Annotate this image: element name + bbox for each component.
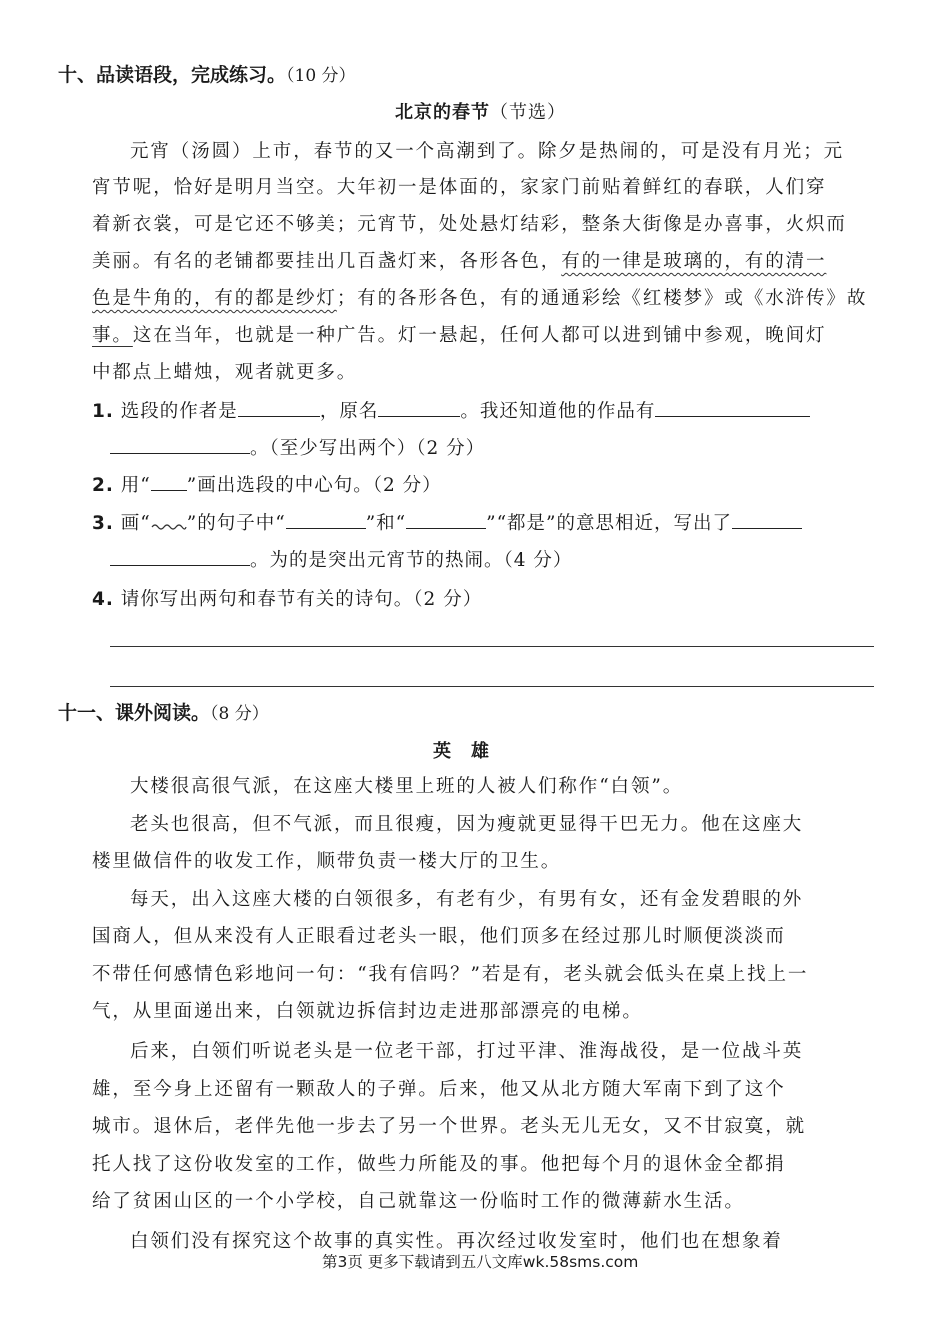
question-text: 。（至少写出两个）（2 分） xyxy=(250,438,486,459)
underlined-text: 事。 xyxy=(92,325,133,346)
section-11-heading xyxy=(58,698,269,725)
passage-line: 后来，白领们听说老头是一位老干部，打过平津、淮海战役，是一位战斗英 xyxy=(130,1041,804,1062)
question-3-cont xyxy=(110,546,572,572)
passage-line: 楼里做信件的收发工作，顺带负责一楼大厅的卫生。 xyxy=(92,851,562,872)
question-text: ，原名 xyxy=(319,401,379,422)
section-10-title: 十、品读语段，完成练习。 xyxy=(58,64,287,86)
question-1-cont xyxy=(110,434,485,460)
passage-title-note: （节选） xyxy=(490,102,566,123)
question-text: 请你写出两句和春节有关的诗句。（2 分） xyxy=(120,589,483,610)
question-text: 。为的是突出元宵节的热闹。（4 分） xyxy=(250,550,573,571)
answer-line[interactable] xyxy=(110,686,874,687)
passage-text: 这在当年，也就是一种广告。灯一悬起，任何人都可以进到铺中参观，晚间灯 xyxy=(132,325,827,346)
question-text: 。我还知道他的作品有 xyxy=(460,401,656,422)
passage-line: 大楼很高很气派，在这座大楼里上班的人被人们称作“白领”。 xyxy=(130,776,684,797)
question-number: 2. xyxy=(92,475,114,496)
section-10-points: （10 分） xyxy=(286,66,356,86)
question-text: ”画出选段的中心句。（2 分） xyxy=(186,475,442,496)
passage-line: 白领们没有探究这个故事的真实性。再次经过收发室时，他们也在想象着 xyxy=(130,1231,783,1252)
passage-line: 不带任何感情色彩地问一句：“我有信吗？”若是有，老头就会低头在桌上找上一 xyxy=(92,964,809,985)
passage-line: 中都点上蜡烛，观者就更多。 xyxy=(92,362,358,383)
passage-line: 元宵（汤圆）上市，春节的又一个高潮到了。除夕是热闹的，可是没有月光；元 xyxy=(130,141,845,162)
passage-line: 老头也很高，但不气派，而且很瘦，因为瘦就更显得干巴无力。他在这座大 xyxy=(130,814,804,835)
question-text: 用“ xyxy=(120,475,151,496)
answer-blank-works[interactable] xyxy=(655,398,810,417)
question-4 xyxy=(92,585,482,611)
answer-blank-wrote[interactable] xyxy=(732,510,802,529)
section-11-title: 十一、课外阅读。 xyxy=(58,702,211,724)
straight-line-sample xyxy=(151,472,187,491)
passage-title-beijing xyxy=(395,98,566,124)
question-text: ”的句子中“ xyxy=(186,513,286,534)
question-text: 选段的作者是 xyxy=(120,401,238,422)
passage-line: 托人找了这份收发室的工作，做些力所能及的事。他把每个月的退休金全都捐 xyxy=(92,1154,786,1175)
passage-line: 着新衣裳，可是它还不够美；元宵节，处处悬灯结彩，整条大街像是办喜事，火炽而 xyxy=(92,214,847,235)
passage-line: 给了贫困山区的一个小学校，自己就靠这一份临时工作的微薄薪水生活。 xyxy=(92,1191,745,1212)
passage-line: 雄，至今身上还留有一颗敌人的子弹。后来，他又从北方随大军南下到了这个 xyxy=(92,1079,786,1100)
section-11-points: （8 分） xyxy=(210,704,269,724)
answer-blank-phrase-1[interactable] xyxy=(286,510,366,529)
passage-line xyxy=(92,321,826,347)
answer-blank-author[interactable] xyxy=(238,398,320,417)
passage-line: 城市。退休后，老伴先他一步去了另一个世界。老头无儿无女，又不甘寂寞，就 xyxy=(92,1116,807,1137)
answer-blank-wrote-2[interactable] xyxy=(110,547,250,566)
passage-line xyxy=(92,247,826,273)
question-2 xyxy=(92,471,442,497)
answer-blank-works-2[interactable] xyxy=(110,435,250,454)
question-3 xyxy=(92,509,802,535)
question-text: ”“都是”的意思相近，写出了 xyxy=(486,513,732,534)
question-text: 画“ xyxy=(120,513,151,534)
page-footer: 第3页 更多下载请到五八文库wk.58sms.com xyxy=(322,1253,639,1271)
question-number: 4. xyxy=(92,589,114,610)
passage-line: 每天，出入这座大楼的白领很多，有老有少，有男有女，还有金发碧眼的外 xyxy=(130,889,804,910)
wavy-underlined-sentence: 色是牛角的，有的都是纱灯 xyxy=(92,288,337,309)
passage-line: 宵节呢，恰好是明月当空。大年初一是体面的，家家门前贴着鲜红的春联，人们穿 xyxy=(92,177,827,198)
question-text: ”和“ xyxy=(365,513,407,534)
question-number: 3. xyxy=(92,513,114,534)
passage-line: 气，从里面递出来，白领就边拆信封边走进那部漂亮的电梯。 xyxy=(92,1001,643,1022)
answer-blank-phrase-2[interactable] xyxy=(406,510,486,529)
passage-text: ；有的各形各色，有的通通彩绘《红楼梦》或《水浒传》故 xyxy=(336,288,868,309)
section-10-heading xyxy=(58,60,356,87)
passage-line xyxy=(92,284,867,310)
passage-title-text: 北京的春节 xyxy=(395,102,490,123)
passage-title-hero: 英 雄 xyxy=(433,741,490,762)
passage-line: 国商人，但从来没有人正眼看过老头一眼，他们顶多在经过那儿时顺便淡淡而 xyxy=(92,926,786,947)
answer-line[interactable] xyxy=(110,646,874,647)
passage-text: 美丽。有名的老铺都要挂出几百盏灯来，各形各色， xyxy=(92,251,562,272)
wavy-underlined-sentence: 有的一律是玻璃的，有的清一 xyxy=(561,251,827,272)
wavy-line-sample xyxy=(151,521,187,533)
question-1 xyxy=(92,397,810,423)
answer-blank-original-name[interactable] xyxy=(378,398,460,417)
question-number: 1. xyxy=(92,401,114,422)
